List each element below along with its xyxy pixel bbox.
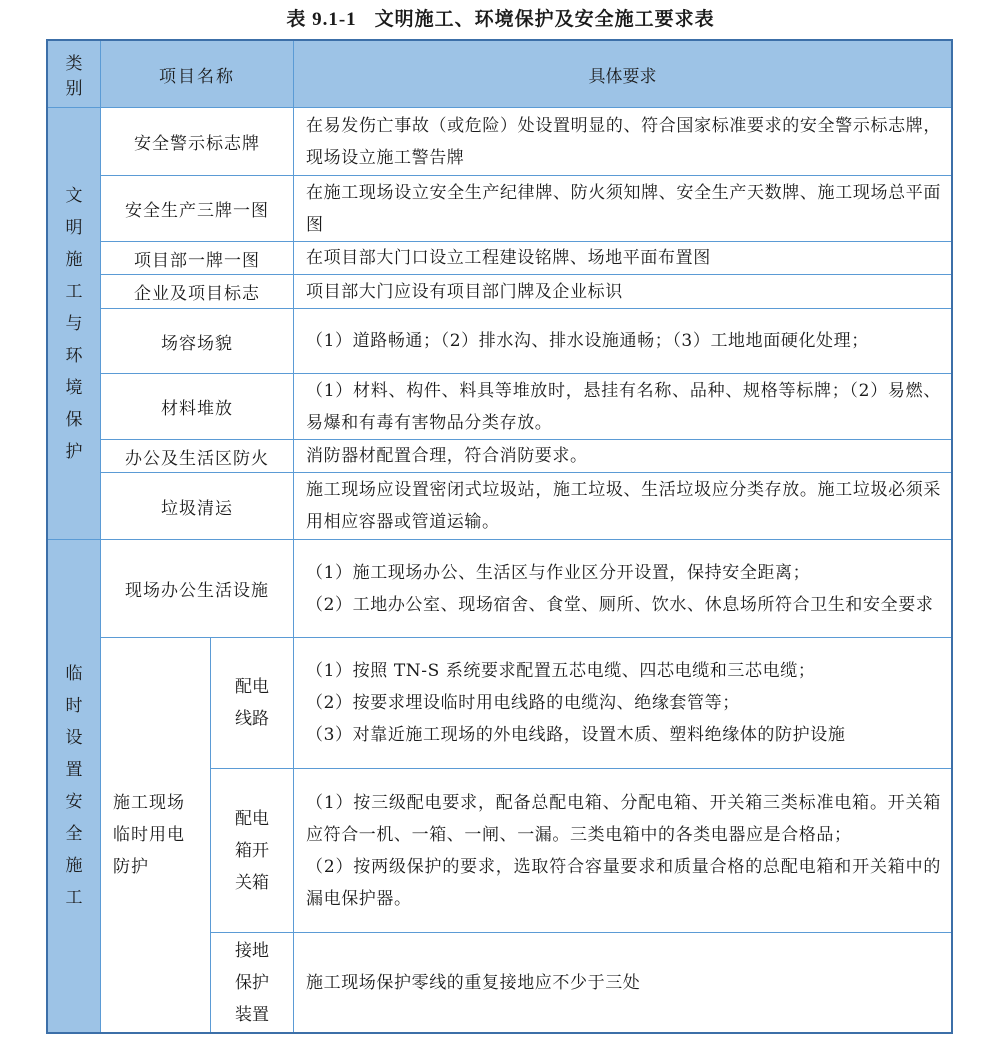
- item-requirement: [294, 540, 952, 638]
- item-name: 场容场貌: [101, 309, 294, 374]
- item-name: 安全警示标志牌: [101, 108, 294, 176]
- category-civilized-construction: 文明施工与环境保护: [48, 108, 101, 540]
- header-item-name: 项目名称: [101, 41, 294, 108]
- table-row: [48, 540, 952, 638]
- requirement-line: （1）按三级配电要求，配备总配电箱、分配电箱、开关箱三类标准电箱。开关箱应符合一机、一箱、一闸、一漏。三类电箱中的各类电器应是合格品；: [306, 792, 941, 845]
- requirement-line: （2）按要求埋设临时用电线路的电缆沟、绝缘套管等；: [306, 693, 740, 713]
- table-number: 表 9.1-1: [286, 9, 357, 30]
- requirement-line: （1）施工现场办公、生活区与作业区分开设置，保持安全距离；: [306, 562, 811, 583]
- requirement-line: （1）按照 TN-S 系统要求配置五芯电缆、四芯电缆和三芯电缆；: [306, 661, 816, 681]
- requirement-line: （2）按两级保护的要求，选取符合容量要求和质量合格的总配电箱和开关箱中的漏电保护器。: [306, 856, 941, 909]
- header-requirement: 具体要求: [294, 41, 952, 108]
- table-row: [48, 176, 952, 242]
- item-requirement: 消防器材配置合理，符合消防要求。: [294, 440, 952, 473]
- requirements-table: [47, 40, 952, 1033]
- table-header-row: [48, 41, 952, 108]
- table-row: [48, 638, 952, 769]
- table-row: [48, 108, 952, 176]
- table-title-text: 文明施工、环境保护及安全施工要求表: [374, 8, 715, 30]
- table-row: [48, 440, 952, 473]
- sub-item-name: 配电箱开关箱: [211, 769, 294, 933]
- header-category: 类别: [48, 41, 101, 108]
- requirement-line: （3）对靠近施工现场的外电线路，设置木质、塑料绝缘体的防护设施: [306, 725, 846, 745]
- item-name: 垃圾清运: [101, 473, 294, 540]
- table-row: [48, 374, 952, 440]
- item-requirement: 在项目部大门口设立工程建设铭牌、场地平面布置图: [294, 242, 952, 275]
- table-row: [48, 309, 952, 374]
- item-requirement: （1）材料、构件、料具等堆放时，悬挂有名称、品种、规格等标牌；（2）易燃、易爆和有毒有害物品分类存放。: [294, 374, 952, 440]
- item-name: 办公及生活区防火: [101, 440, 294, 473]
- item-requirement: 施工现场应设置密闭式垃圾站，施工垃圾、生活垃圾应分类存放。施工垃圾必须采用相应容器或管道运输。: [294, 473, 952, 540]
- item-name: 安全生产三牌一图: [101, 176, 294, 242]
- table-row: [48, 275, 952, 309]
- item-requirement: 施工现场保护零线的重复接地应不少于三处: [294, 933, 952, 1033]
- item-name: 企业及项目标志: [101, 275, 294, 309]
- sub-item-name: 接地保护装置: [211, 933, 294, 1033]
- requirement-line: （2）工地办公室、现场宿舍、食堂、厕所、饮水、休息场所符合卫生和安全要求: [306, 594, 934, 615]
- item-requirement: 项目部大门应设有项目部门牌及企业标识: [294, 275, 952, 309]
- table-title: [0, 4, 1001, 31]
- category-temporary-safety: 临时设置安全施工: [48, 540, 101, 1033]
- item-requirement: （1）道路畅通；（2）排水沟、排水设施通畅；（3）工地地面硬化处理；: [294, 309, 952, 374]
- sub-item-name: 配电线路: [211, 638, 294, 769]
- item-name: 施工现场临时用电防护: [101, 638, 211, 1033]
- item-requirement: 在易发伤亡事故（或危险）处设置明显的、符合国家标准要求的安全警示标志牌，现场设立施工警告牌: [294, 108, 952, 176]
- table-row: [48, 242, 952, 275]
- item-name: 材料堆放: [101, 374, 294, 440]
- item-requirement: [294, 769, 952, 933]
- table-row: [48, 473, 952, 540]
- item-name: 现场办公生活设施: [101, 540, 294, 638]
- item-requirement: [294, 638, 952, 769]
- item-name: 项目部一牌一图: [101, 242, 294, 275]
- item-requirement: 在施工现场设立安全生产纪律牌、防火须知牌、安全生产天数牌、施工现场总平面图: [294, 176, 952, 242]
